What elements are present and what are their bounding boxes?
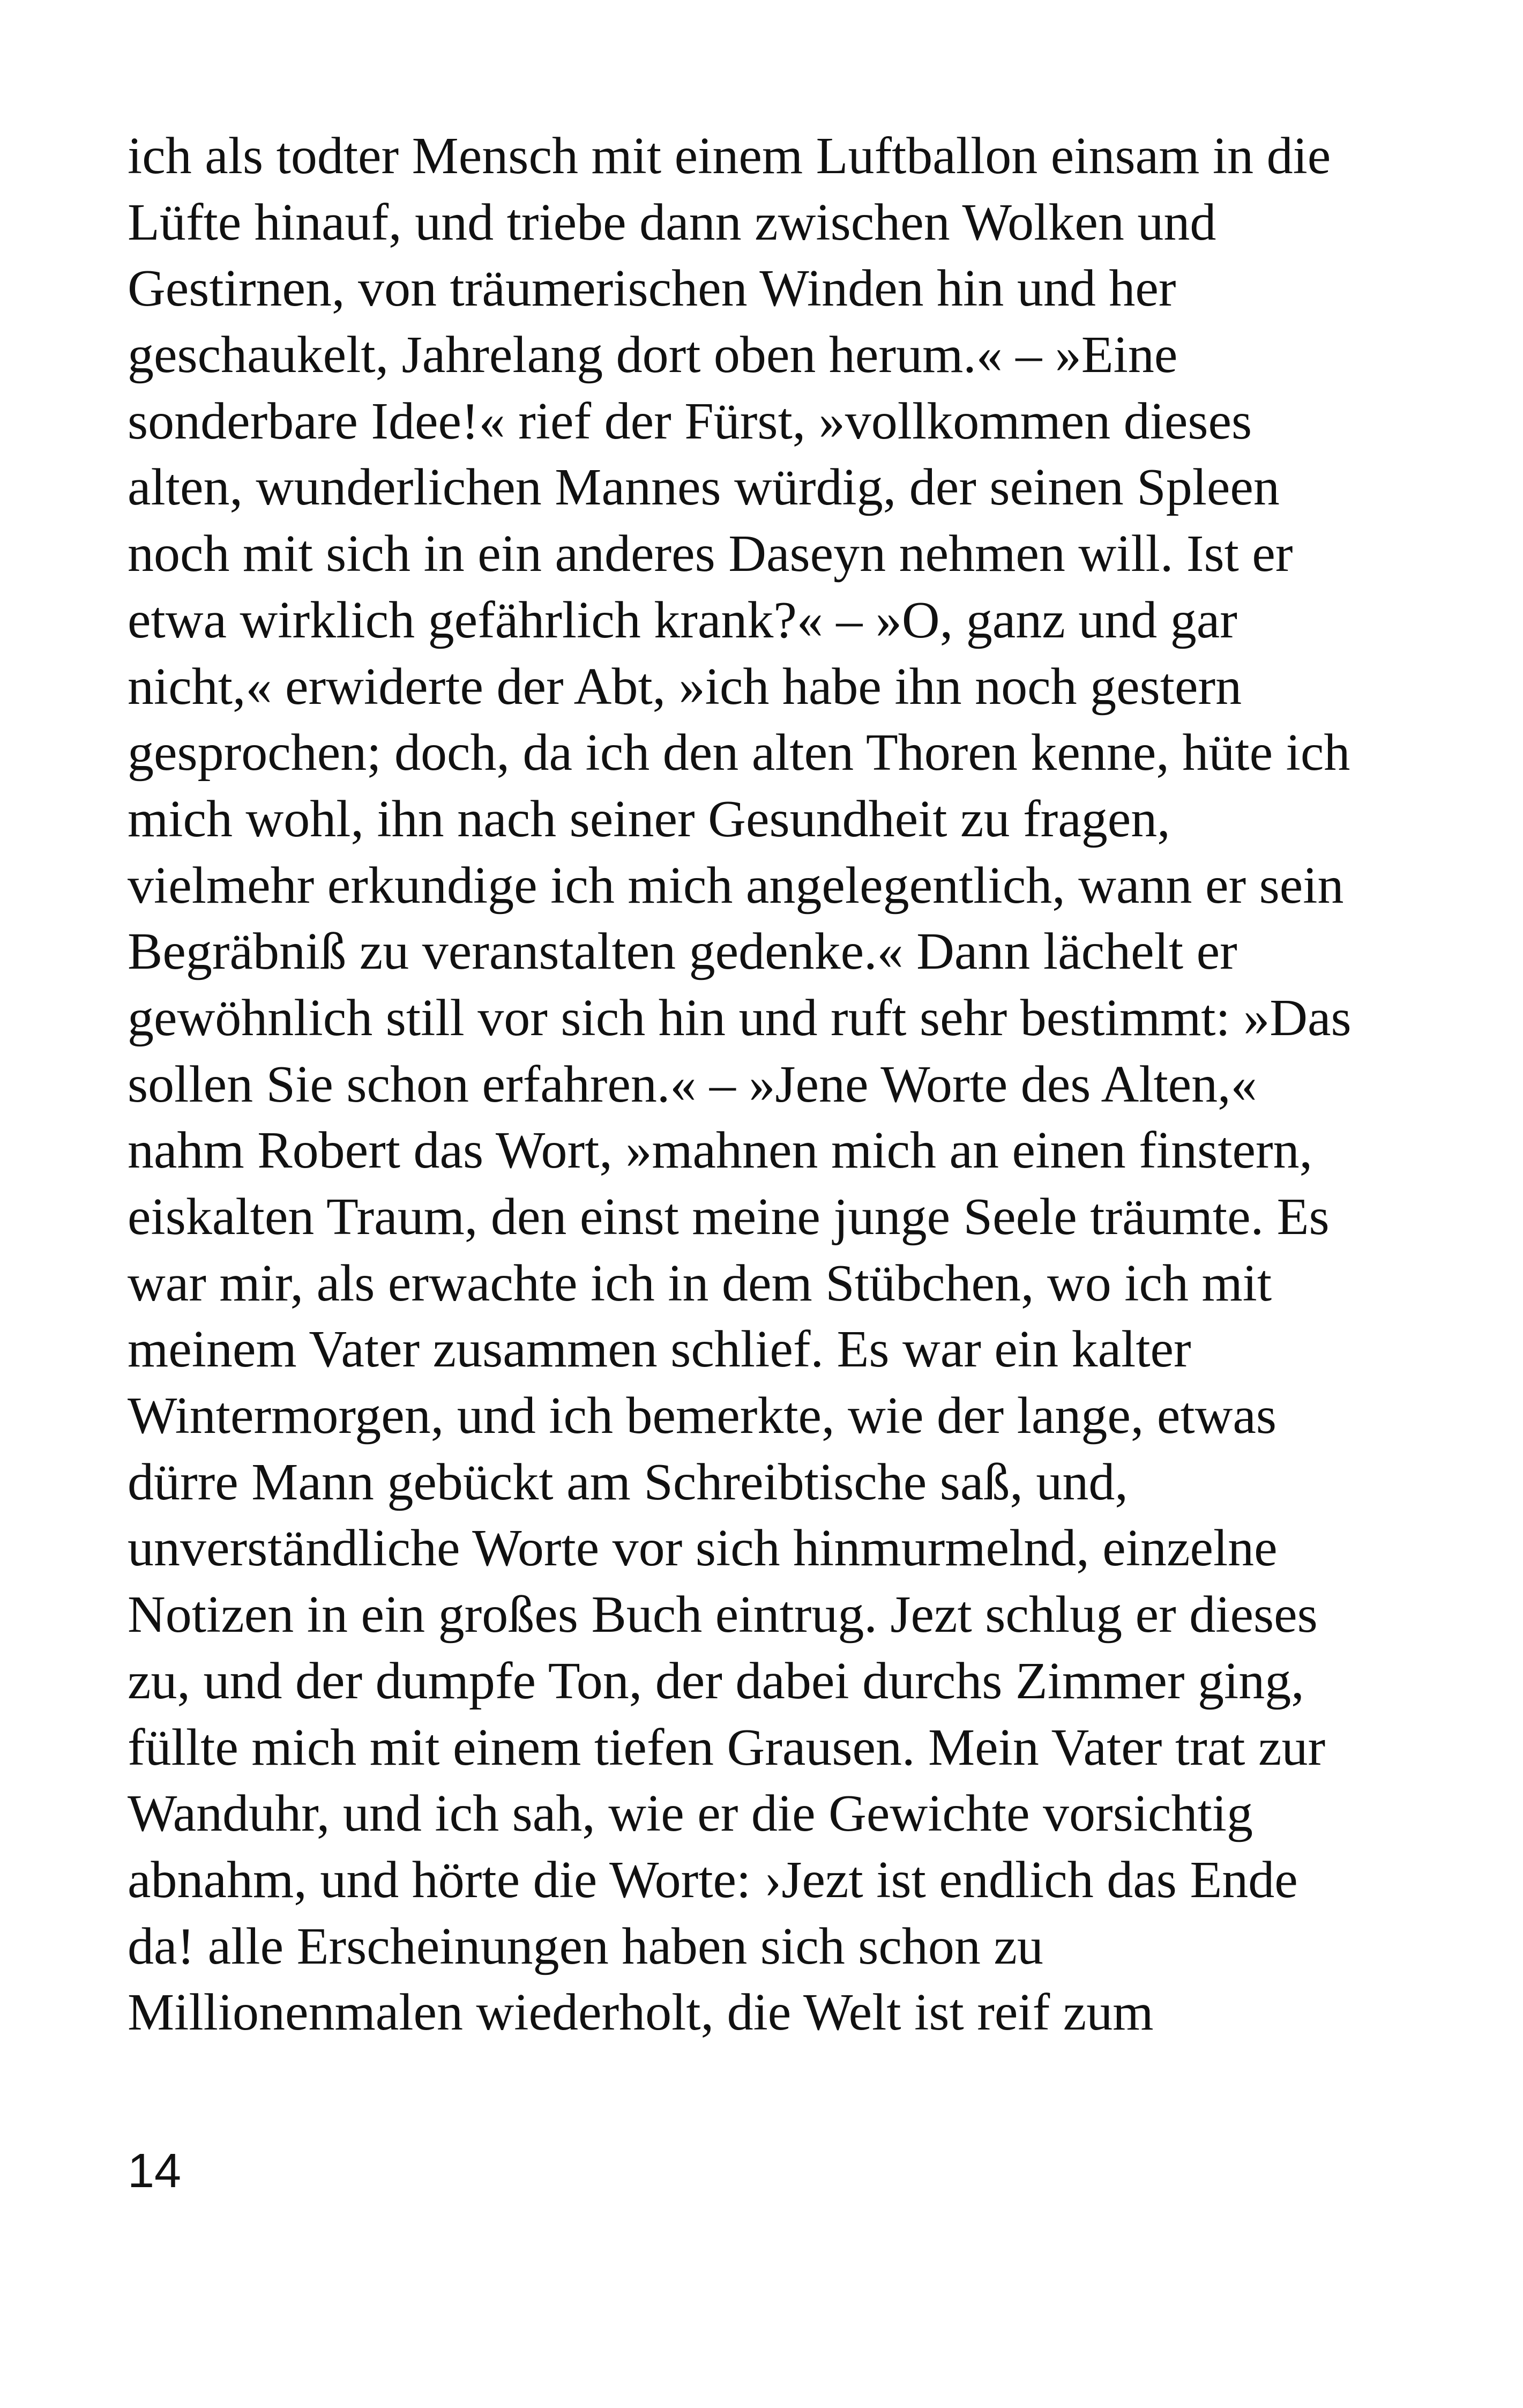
text-line: Lüfte hinauf, und triebe dann zwischen Wolken und (128, 193, 1216, 251)
text-line: vielmehr erkundige ich mich angelegentlich, wann er sein (128, 856, 1344, 915)
text-line: Gestirnen, von träumerischen Winden hin und her (128, 259, 1176, 318)
text-line: nicht,« erwiderte der Abt, »ich habe ihn noch gestern (128, 657, 1242, 716)
text-line: war mir, als erwachte ich in dem Stübchen, wo ich mit (128, 1254, 1272, 1312)
text-line: gewöhnlich still vor sich hin und ruft sehr bestimmt: »Das (128, 989, 1352, 1047)
text-line: alten, wunderlichen Mannes würdig, der seinen Spleen (128, 458, 1280, 517)
text-line: Wanduhr, und ich sah, wie er die Gewichte vorsichtig (128, 1785, 1253, 1843)
text-line: meinem Vater zusammen schlief. Es war ein kalter (128, 1320, 1191, 1379)
text-line: Millionenmalen wiederholt, die Welt ist reif zum (128, 1983, 1154, 2042)
text-line: da! alle Erscheinungen haben sich schon zu (128, 1917, 1043, 1975)
text-line: gesprochen; doch, da ich den alten Thoren kenne, hüte ich (128, 724, 1350, 782)
text-line: Begräbniß zu veranstalten gedenke.« Dann lächelt er (128, 923, 1237, 981)
text-line: noch mit sich in ein anderes Daseyn nehmen will. Ist er (128, 525, 1293, 583)
text-line: mich wohl, ihn nach seiner Gesundheit zu fragen, (128, 790, 1170, 848)
text-line: zu, und der dumpfe Ton, der dabei durchs Zimmer ging, (128, 1652, 1304, 1710)
text-line: etwa wirklich gefährlich krank?« – »O, ganz und gar (128, 591, 1237, 649)
text-line: abnahm, und hörte die Worte: ›Jezt ist endlich das Ende (128, 1850, 1298, 1909)
body-text (128, 123, 1414, 2046)
text-line: nahm Robert das Wort, »mahnen mich an einen finstern, (128, 1121, 1313, 1180)
text-line: Wintermorgen, und ich bemerkte, wie der lange, etwas (128, 1387, 1277, 1445)
text-line: füllte mich mit einem tiefen Grausen. Mein Vater trat zur (128, 1718, 1326, 1777)
text-line: eiskalten Traum, den einst meine junge Seele träumte. Es (128, 1188, 1330, 1246)
text-line: sollen Sie schon erfahren.« – »Jene Worte des Alten,« (128, 1055, 1257, 1113)
text-line: dürre Mann gebückt am Schreibtische saß, und, (128, 1453, 1128, 1511)
text-line: sonderbare Idee!« rief der Fürst, »vollkommen dieses (128, 392, 1252, 450)
text-line: unverständliche Worte vor sich hinmurmelnd, einzelne (128, 1519, 1278, 1578)
text-line: ich als todter Mensch mit einem Luftballon einsam in die (128, 127, 1331, 185)
text-line: Notizen in ein großes Buch eintrug. Jezt schlug er dieses (128, 1586, 1318, 1644)
page-number: 14 (128, 2144, 182, 2198)
text-line: geschaukelt, Jahrelang dort oben herum.« – »Eine (128, 326, 1178, 384)
